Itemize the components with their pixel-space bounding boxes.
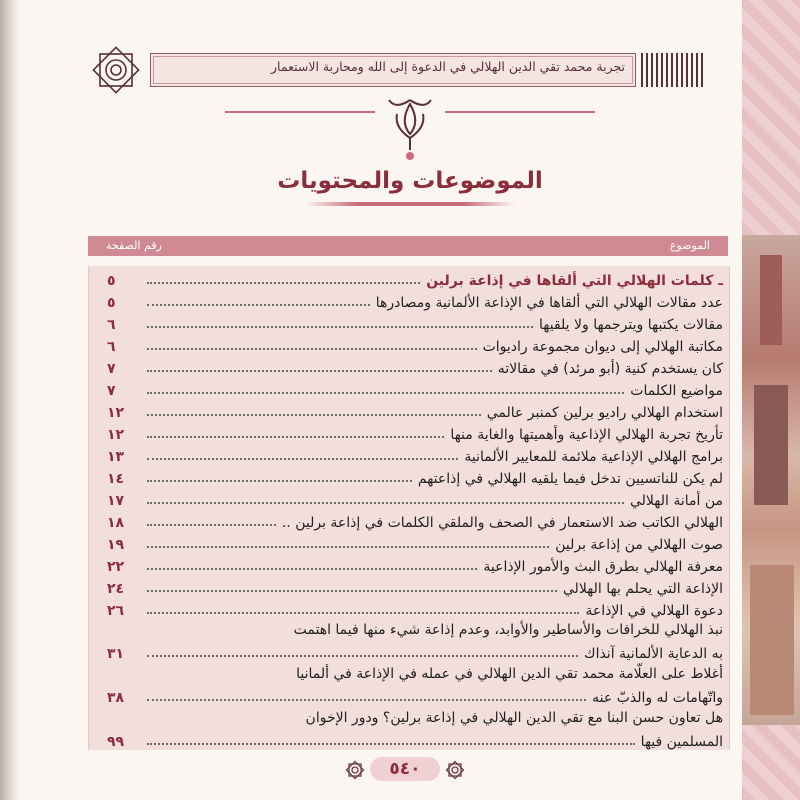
rosette-icon — [344, 759, 366, 781]
toc-entry: من أمانة الهلالي ١٧ — [107, 493, 723, 509]
page-column-label: رقم الصفحة — [106, 239, 162, 252]
running-header — [150, 53, 636, 87]
running-title: تجربة محمد تقي الدين الهلالي في الدعوة إلى الله ومحاربة الاستعمار — [271, 59, 625, 74]
page-footer — [340, 757, 470, 783]
arabesque-ornament-icon — [375, 92, 445, 162]
toc-entry: دعوة الهلالي في الإذاعة ٢٦ — [107, 603, 723, 619]
toc-entry: برامج الهلالي الإذاعية ملائمة للمعايير الألمانية ١٣ — [107, 449, 723, 465]
toc-entry: كان يستخدم كنية (أبو مرئد) في مقالاته ٧ — [107, 361, 723, 377]
header-stripe-decoration — [641, 53, 705, 87]
toc-entry: هل تعاون حسن البنا مع تقي الدين الهلالي في إذاعة برلين؟ ودور الإخوان المسلمين فيها ٩٩ — [107, 710, 723, 750]
spiral-minaret-shape — [750, 565, 794, 715]
toc-entry: تأريخ تجربة الهلالي الإذاعية وأهميتها والغاية منها ١٢ — [107, 427, 723, 443]
toc-entry: لم يكن للناتسيين تدخل فيما يلقيه الهلالي في إذاعتهم ١٤ — [107, 471, 723, 487]
toc-entry: ـ كلمات الهلالي التي ألقاها في إذاعة برلين ٥ — [107, 273, 723, 289]
toc-entry: معرفة الهلالي بطرق البث والأمور الإذاعية ٢٢ — [107, 559, 723, 575]
ornament-line-right — [445, 111, 595, 113]
minaret-shape — [760, 255, 782, 345]
toc-entry: الهلالي الكاتب ضد الاستعمار في الصحف والملقي الكلمات في إذاعة برلين .. ١٨ — [107, 515, 723, 531]
toc-entry: الإذاعة التي يحلم بها الهلالي ٢٤ — [107, 581, 723, 597]
toc-entry: مقالات يكتبها ويترجمها ولا يلقيها ٦ — [107, 317, 723, 333]
toc-list — [88, 266, 730, 750]
page-gutter-shadow — [0, 0, 20, 800]
toc-header-band — [88, 236, 728, 256]
toc-entry: صوت الهلالي من إذاعة برلين ١٩ — [107, 537, 723, 553]
title-underline — [305, 202, 515, 206]
toc-entry: مواضيع الكلمات ٧ — [107, 383, 723, 399]
rosette-icon — [444, 759, 466, 781]
toc-entry: أغلاط على العلّامة محمد تقي الدين الهلالي في عمله في الإذاعة في ألمانيا واتّهامات له والذبّ عنه ٣٨ — [107, 666, 723, 706]
clock-tower-shape — [754, 385, 788, 505]
toc-entry: نبذ الهلالي للخرافات والأساطير والأوابد، وعدم إذاعة شيء منها فيما اهتمت به الدعاية الألمانية آنذاك ٣١ — [107, 622, 723, 662]
topic-column-label: الموضوع — [669, 239, 710, 252]
section-title: الموضوعات والمحتويات — [277, 168, 543, 194]
toc-entry: مكاتبة الهلالي إلى ديوان مجموعة راديوات ٦ — [107, 339, 723, 355]
ornament-line-left — [225, 111, 375, 113]
toc-entry: عدد مقالات الهلالي التي ألقاها في الإذاعة الألمانية ومصادرها ٥ — [107, 295, 723, 311]
side-photo-strip — [742, 235, 800, 725]
page-number: ٥٤٠ — [370, 757, 440, 781]
star-rosette-icon — [88, 42, 144, 98]
toc-entry: استخدام الهلالي راديو برلين كمنبر عالمي ١٢ — [107, 405, 723, 421]
